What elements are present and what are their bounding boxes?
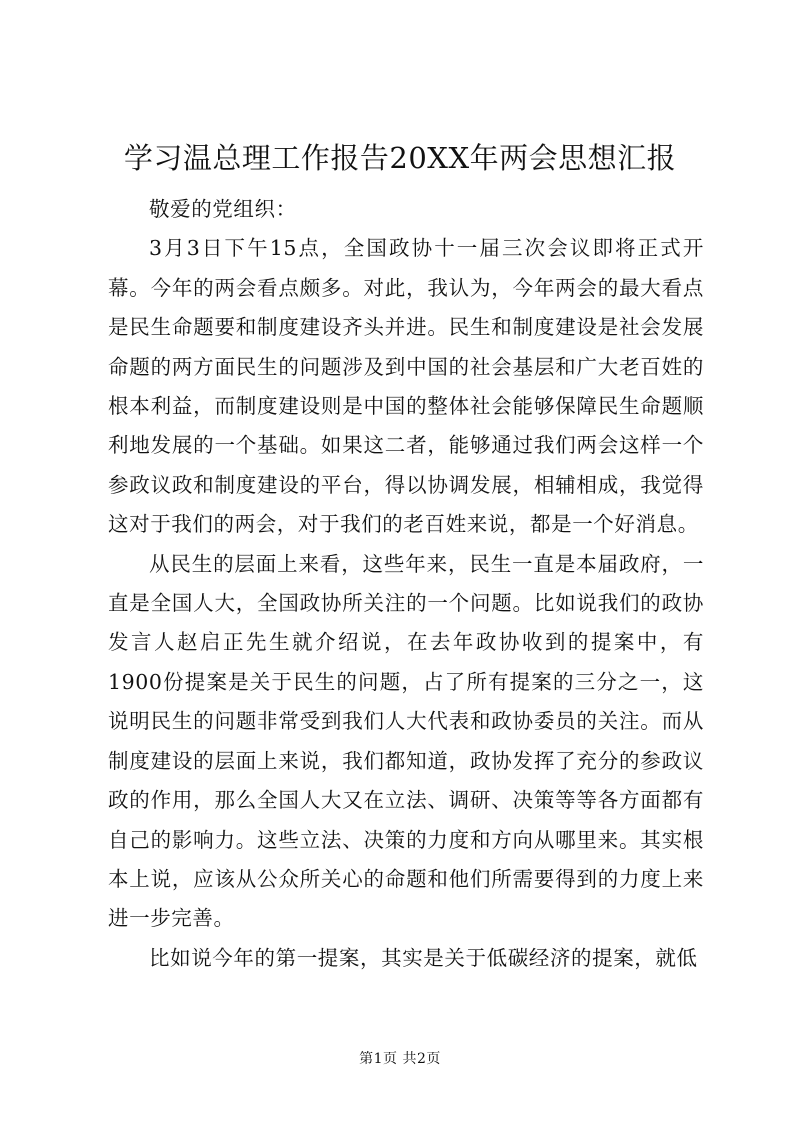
salutation: 敬爱的党组织： [149, 197, 297, 221]
paragraph-1: 3月3日下午15点，全国政协十一届三次会议即将正式开幕。今年的两会看点颇多。对此，我认为，今年两会的最大看点是民生命题要和制度建设齐头并进。民生和制度建设是社会发展命题的两方面民生的问题涉及到中国的社会基层和广大老百姓的根本利益，而制度建设则是中国的整体社会能够保障民生命题顺利地发展的一个基础。如果这二者，能够通过我们两会这样一个参政议政和制度建设的平台，得以协调发展，相辅相成，我觉得这对于我们的两会，对于我们的老百姓来说，都是一个好消息。 [108, 236, 704, 537]
paragraph-3: 比如说今年的第一提案，其实是关于低碳经济的提案，就低 [149, 945, 698, 970]
document-body [108, 190, 704, 978]
page-number-footer: 第1页 共2页 [359, 1051, 441, 1067]
document-title: 学习温总理工作报告20XX年两会思想汇报 [123, 141, 677, 175]
paragraph-2: 从民生的层面上来看，这些年来，民生一直是本届政府，一直是全国人大，全国政协所关注的一个问题。比如说我们的政协发言人赵启正先生就介绍说，在去年政协收到的提案中，有1900份提案是关于民生的问题，占了所有提案的三分之一，这说明民生的问题非常受到我们人大代表和政协委员的关注。而从制度建设的层面上来说，我们都知道，政协发挥了充分的参政议政的作用，那么全国人大又在立法、调研、决策等等各方面都有自己的影响力。这些立法、决策的力度和方向从哪里来。其实根本上说，应该从公众所关心的命题和他们所需要得到的力度上来进一步完善。 [108, 551, 704, 931]
